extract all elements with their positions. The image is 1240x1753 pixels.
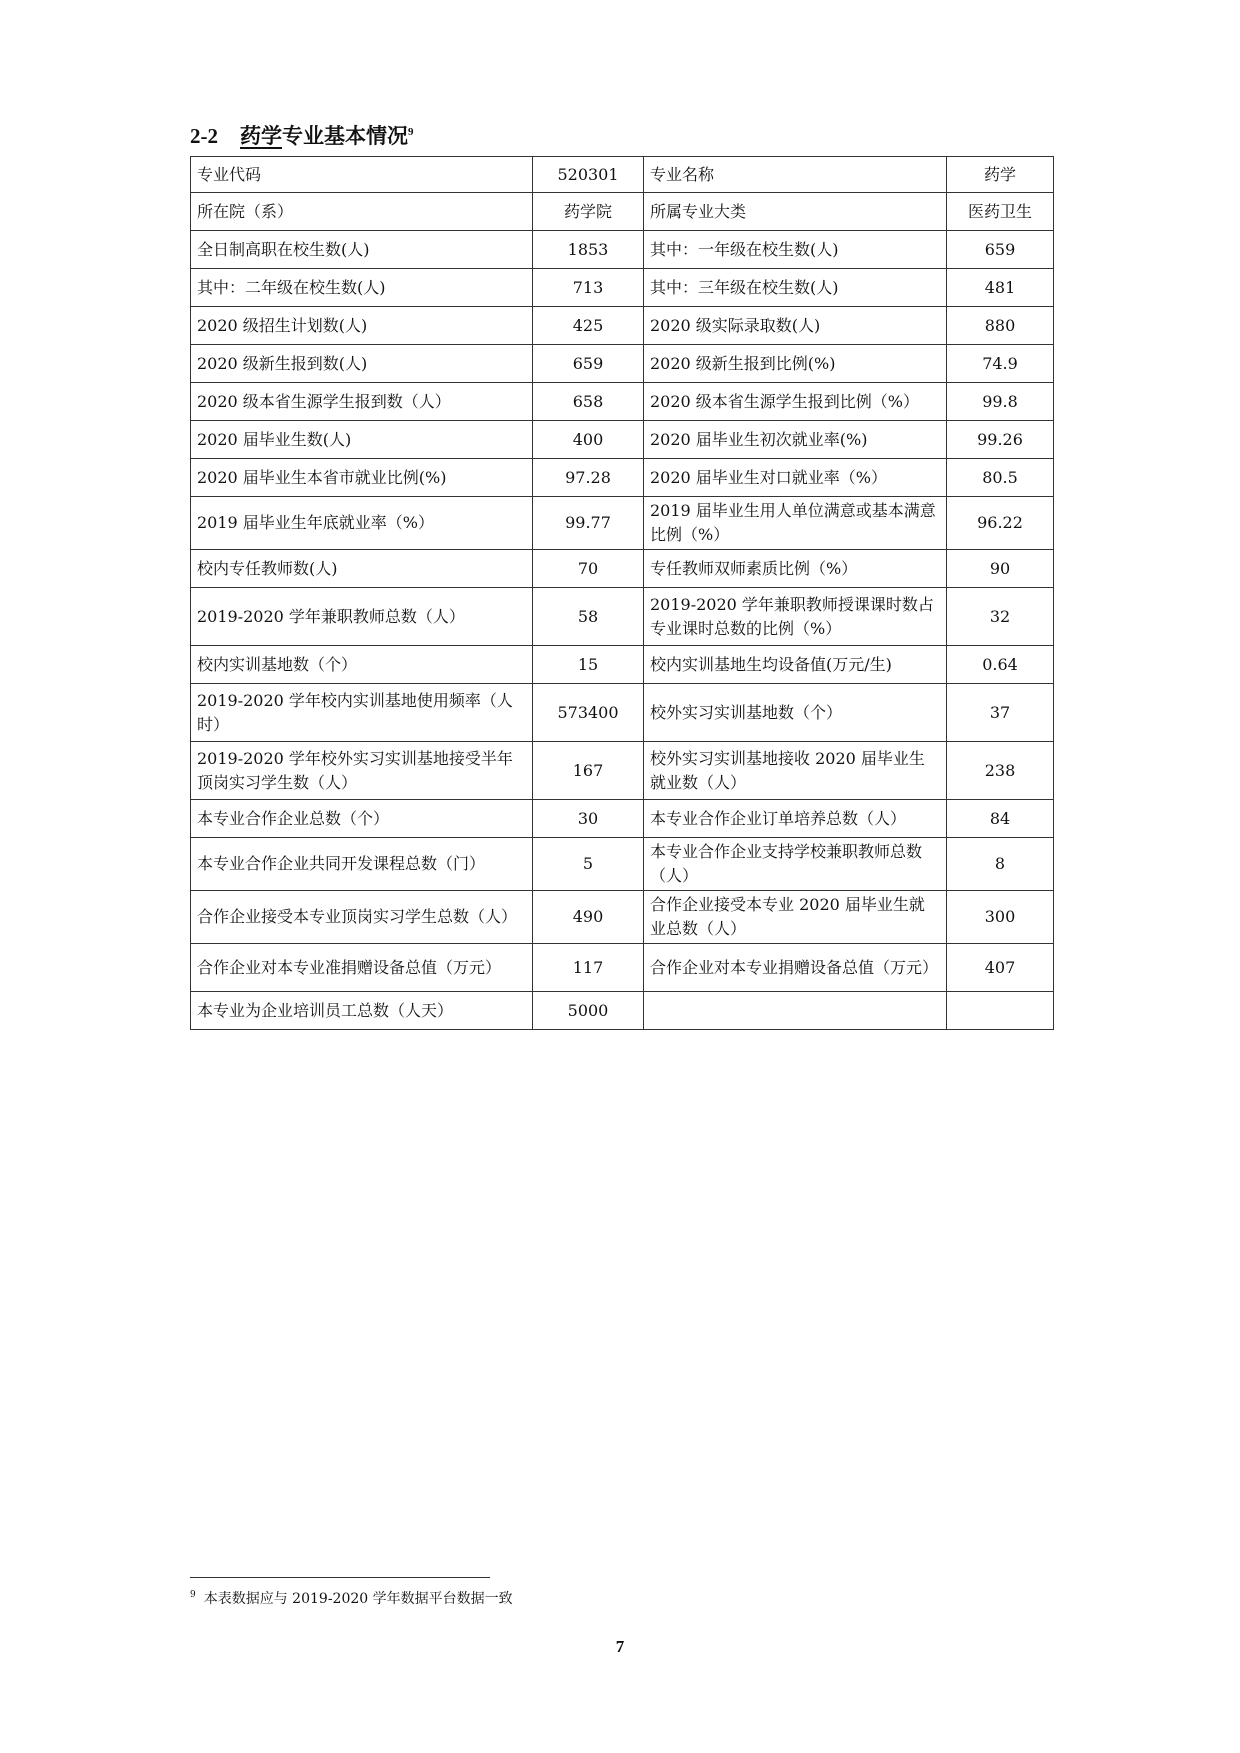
- field-label-cell: 2020 届毕业生对口就业率（%）: [644, 459, 947, 497]
- table-row: [191, 838, 1054, 891]
- heading-underlined-word: 药学: [240, 124, 282, 148]
- footnote-text: 本表数据应与 2019-2020 学年数据平台数据一致: [203, 1591, 513, 1607]
- footnote: [190, 1588, 513, 1608]
- field-label-cell: 本专业合作企业总数（个）: [191, 800, 533, 838]
- table-row: [191, 345, 1054, 383]
- field-label-cell: 2019 届毕业生年底就业率（%）: [191, 497, 533, 550]
- table-row: [191, 684, 1054, 742]
- major-info-table: [190, 156, 1054, 1030]
- table-row: [191, 497, 1054, 550]
- field-label-cell: 合作企业对本专业捐赠设备总值（万元）: [644, 944, 947, 992]
- table-row: [191, 646, 1054, 684]
- table-row: [191, 800, 1054, 838]
- field-value-cell: 99.26: [947, 421, 1054, 459]
- field-value-cell: 32: [947, 588, 1054, 646]
- field-value-cell: 400: [533, 421, 644, 459]
- field-value-cell: [947, 992, 1054, 1030]
- field-label-cell: 2020 届毕业生初次就业率(%): [644, 421, 947, 459]
- field-label-cell: 2020 级新生报到数(人): [191, 345, 533, 383]
- field-label-cell: 校内实训基地数（个）: [191, 646, 533, 684]
- field-value-cell: 84: [947, 800, 1054, 838]
- footnote-marker: 9: [190, 1590, 196, 1601]
- field-label-cell: 合作企业对本专业准捐赠设备总值（万元）: [191, 944, 533, 992]
- table-row: [191, 550, 1054, 588]
- section-number: 2-2: [190, 124, 218, 148]
- field-value-cell: 58: [533, 588, 644, 646]
- table-row: [191, 269, 1054, 307]
- field-label-cell: 校外实习实训基地数（个）: [644, 684, 947, 742]
- field-label-cell: 2019-2020 学年校内实训基地使用频率（人时）: [191, 684, 533, 742]
- table-row: [191, 891, 1054, 944]
- field-value-cell: 238: [947, 742, 1054, 800]
- field-label-cell: 校内专任教师数(人): [191, 550, 533, 588]
- field-label-cell: 2020 级本省生源学生报到数（人）: [191, 383, 533, 421]
- field-value-cell: 659: [533, 345, 644, 383]
- field-label-cell: 所属专业大类: [644, 193, 947, 231]
- section-heading: [190, 120, 414, 150]
- table-row: [191, 421, 1054, 459]
- table-row: [191, 383, 1054, 421]
- field-value-cell: 713: [533, 269, 644, 307]
- table-row: [191, 459, 1054, 497]
- field-label-cell: 合作企业接受本专业 2020 届毕业生就业总数（人）: [644, 891, 947, 944]
- field-value-cell: 70: [533, 550, 644, 588]
- table-row: [191, 944, 1054, 992]
- field-label-cell: 所在院（系）: [191, 193, 533, 231]
- field-label-cell: 2020 届毕业生本省市就业比例(%): [191, 459, 533, 497]
- field-value-cell: 药学: [947, 157, 1054, 193]
- footnote-divider: [190, 1577, 490, 1578]
- field-value-cell: 573400: [533, 684, 644, 742]
- field-value-cell: 117: [533, 944, 644, 992]
- major-info-table-body: [191, 157, 1054, 1030]
- heading-text: 专业基本情况: [282, 124, 408, 148]
- field-value-cell: 659: [947, 231, 1054, 269]
- field-value-cell: 880: [947, 307, 1054, 345]
- field-label-cell: 2019 届毕业生用人单位满意或基本满意比例（%）: [644, 497, 947, 550]
- field-label-cell: 2019-2020 学年兼职教师授课课时数占专业课时总数的比例（%）: [644, 588, 947, 646]
- field-value-cell: 97.28: [533, 459, 644, 497]
- table-row: [191, 307, 1054, 345]
- field-label-cell: 专业代码: [191, 157, 533, 193]
- field-label-cell: 专业名称: [644, 157, 947, 193]
- field-value-cell: 96.22: [947, 497, 1054, 550]
- field-value-cell: 80.5: [947, 459, 1054, 497]
- field-value-cell: 167: [533, 742, 644, 800]
- field-label-cell: 全日制高职在校生数(人): [191, 231, 533, 269]
- footnote-ref: 9: [408, 126, 414, 138]
- field-label-cell: 2019-2020 学年兼职教师总数（人）: [191, 588, 533, 646]
- field-value-cell: 300: [947, 891, 1054, 944]
- field-label-cell: 本专业合作企业支持学校兼职教师总数（人）: [644, 838, 947, 891]
- field-label-cell: 本专业合作企业共同开发课程总数（门）: [191, 838, 533, 891]
- field-value-cell: 99.8: [947, 383, 1054, 421]
- field-value-cell: 520301: [533, 157, 644, 193]
- field-value-cell: 74.9: [947, 345, 1054, 383]
- table-row: [191, 992, 1054, 1030]
- field-label-cell: 其中：二年级在校生数(人): [191, 269, 533, 307]
- field-value-cell: 425: [533, 307, 644, 345]
- field-value-cell: 658: [533, 383, 644, 421]
- page-number: 7: [615, 1637, 625, 1656]
- field-value-cell: 医药卫生: [947, 193, 1054, 231]
- field-value-cell: 0.64: [947, 646, 1054, 684]
- field-label-cell: 2019-2020 学年校外实习实训基地接受半年顶岗实习学生数（人）: [191, 742, 533, 800]
- table-row: [191, 193, 1054, 231]
- field-label-cell: 其中：三年级在校生数(人): [644, 269, 947, 307]
- field-value-cell: 90: [947, 550, 1054, 588]
- field-label-cell: 合作企业接受本专业顶岗实习学生总数（人）: [191, 891, 533, 944]
- field-value-cell: 37: [947, 684, 1054, 742]
- field-value-cell: 15: [533, 646, 644, 684]
- table-row: [191, 588, 1054, 646]
- table-row: [191, 742, 1054, 800]
- table-row: [191, 157, 1054, 193]
- field-value-cell: 490: [533, 891, 644, 944]
- field-value-cell: 5: [533, 838, 644, 891]
- field-label-cell: 专任教师双师素质比例（%）: [644, 550, 947, 588]
- field-label-cell: 2020 级招生计划数(人): [191, 307, 533, 345]
- field-label-cell: 本专业为企业培训员工总数（人天）: [191, 992, 533, 1030]
- field-label-cell: 2020 届毕业生数(人): [191, 421, 533, 459]
- field-label-cell: 本专业合作企业订单培养总数（人）: [644, 800, 947, 838]
- field-value-cell: 1853: [533, 231, 644, 269]
- field-label-cell: 2020 级新生报到比例(%): [644, 345, 947, 383]
- field-label-cell: 其中：一年级在校生数(人): [644, 231, 947, 269]
- field-value-cell: 407: [947, 944, 1054, 992]
- field-value-cell: 8: [947, 838, 1054, 891]
- field-label-cell: [644, 992, 947, 1030]
- field-label-cell: 校内实训基地生均设备值(万元/生): [644, 646, 947, 684]
- field-value-cell: 30: [533, 800, 644, 838]
- field-label-cell: 2020 级实际录取数(人): [644, 307, 947, 345]
- table-row: [191, 231, 1054, 269]
- field-label-cell: 2020 级本省生源学生报到比例（%）: [644, 383, 947, 421]
- field-label-cell: 校外实习实训基地接收 2020 届毕业生就业数（人）: [644, 742, 947, 800]
- field-value-cell: 5000: [533, 992, 644, 1030]
- field-value-cell: 481: [947, 269, 1054, 307]
- field-value-cell: 药学院: [533, 193, 644, 231]
- field-value-cell: 99.77: [533, 497, 644, 550]
